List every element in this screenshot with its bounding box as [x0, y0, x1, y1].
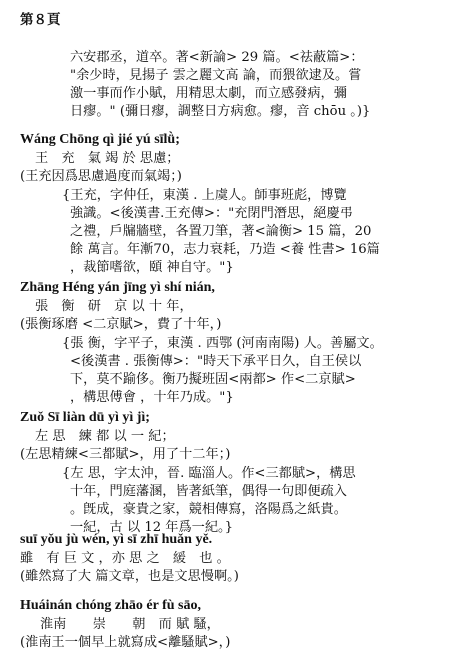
note-line: {王充，字仲任，東漢 . 上虞人。師事班彪，博覽	[62, 188, 347, 203]
note-line: 一紀，古 以 12 年爲一紀。}	[70, 520, 234, 535]
note-line: ，構思傅會 ，十年乃成。"}	[70, 390, 234, 405]
note-line: 激一事而作小賦，用精思太劇，而立感發病，彌	[70, 86, 347, 101]
translation-line: (王充因爲思慮過度而氣竭；)	[20, 169, 182, 184]
note-line: "余少時，見揚子 雲之麗文高 論，而猥欲逮及。嘗	[70, 68, 362, 83]
note-line: 日瘳。" (彌日瘳，調整日方病愈。瘳，音 chōu 。)}	[70, 104, 371, 119]
translation-line: (雖然寫了大 篇文章，也是文思慢啊。)	[20, 569, 239, 584]
pinyin-line: Wáng Chōng qì jié yú sīlǜ;	[20, 132, 180, 147]
note-line: 餘 萬言。年漸70，志力衰耗，乃造 <養 性書> 16篇	[70, 242, 380, 257]
pinyin-line: Zuǒ Sī liàn dū yì yì jì;	[20, 410, 150, 425]
note-line: 十年，門庭藩溷，皆著紙筆，偶得一句即便疏入	[70, 484, 347, 499]
page-number: 第８頁	[20, 12, 61, 28]
pinyin-line: Huáinán chóng zhāo ér fù sāo,	[20, 598, 201, 613]
chinese-line: 雖 有 巨 文 ，亦 思 之 緩 也 。	[20, 551, 230, 566]
translation-line: (張衡琢磨 <二京賦>，費了十年，)	[20, 317, 222, 332]
pinyin-line: suī yǒu jù wén, yì sī zhī huǎn yě.	[20, 532, 213, 547]
note-line: 。旣成，豪貴之家，競相傳寫，洛陽爲之紙貴。	[70, 502, 347, 517]
chinese-line: 王 充 氣 竭 於 思慮；	[35, 151, 180, 166]
note-line: 之禮，戶牖牆壁，各置刀筆，著<論衡> 15 篇，20	[70, 224, 372, 239]
chinese-line: 張 衡 研 京 以 十 年，	[35, 299, 193, 314]
pinyin-line: Zhāng Héng yán jīng yì shí nián,	[20, 280, 215, 295]
chinese-line: 淮南 崇 朝 而 賦 騷，	[40, 617, 220, 632]
note-line: {左 思，字太沖，晉. 臨淄人。作<三都賦>，構思	[62, 466, 356, 481]
note-line: <後漢書 . 張衡傳>："時天下承平日久，自王侯以	[70, 354, 362, 369]
note-line: ，裁節嗜欲，頤 神自守。"}	[70, 260, 234, 275]
note-line: 下，莫不踰侈。衡乃擬班固<兩都> 作<二京賦>	[70, 372, 356, 387]
chinese-line: 左 思 練 都 以 一 紀；	[35, 429, 175, 444]
note-line: 六安郡丞，道卒。著<新論> 29 篇。<祛蔽篇>：	[70, 50, 364, 65]
translation-line: (淮南王一個早上就寫成<離騷賦>，)	[20, 635, 231, 650]
translation-line: (左思精練<三都賦>，用了十二年；)	[20, 447, 231, 462]
note-line: 強識。<後漢書.王充傳>："充閉門潛思，絕慶弔	[70, 206, 353, 221]
note-line: {張 衡，字平子，東漢 . 西鄂 (河南南陽) 人。善屬文。	[62, 336, 383, 351]
